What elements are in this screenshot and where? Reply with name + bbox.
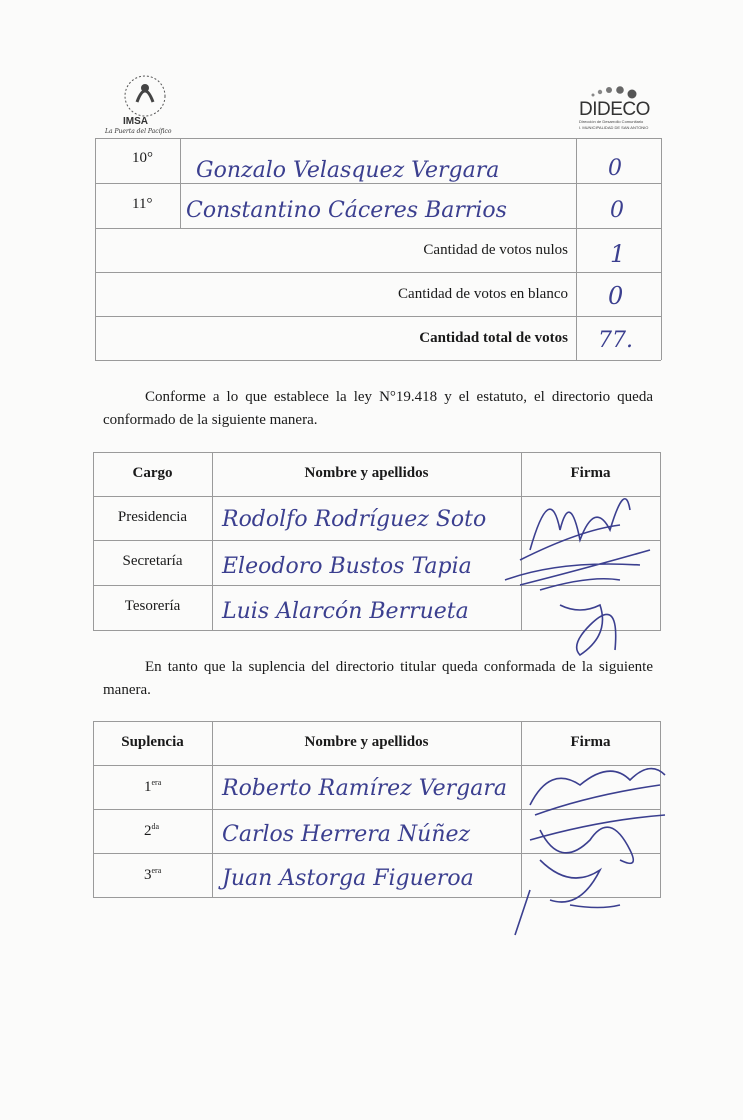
header-firma: Firma	[570, 465, 611, 481]
ordinal-suffix: da	[151, 822, 160, 831]
null-votes-value: 1	[610, 240, 626, 268]
candidate-votes: 0	[608, 156, 622, 181]
name-tesoreria: Luis Alarcón Berrueta	[222, 599, 469, 624]
ordinal-number: 1	[144, 779, 152, 795]
total-votes-value: 77.	[598, 328, 633, 353]
null-votes-label: Cantidad de votos nulos	[423, 242, 568, 258]
dideco-line1: Dirección de Desarrollo Comunitario	[579, 119, 644, 124]
imsa-tagline: La Puerta del Pacífico	[105, 128, 172, 135]
cargo-presidencia: Presidencia	[117, 509, 188, 525]
position: 11°	[132, 196, 153, 212]
ordinal-number: 2	[144, 823, 152, 839]
candidate-name: Gonzalo Velasquez Vergara	[196, 158, 500, 183]
header-cargo: Cargo	[132, 465, 173, 481]
ordinal-suffix: era	[151, 866, 162, 875]
name-secretaria: Eleodoro Bustos Tapia	[222, 554, 472, 579]
ordinal-suffix: era	[151, 778, 162, 787]
blank-votes-value: 0	[608, 282, 624, 310]
signature-suplente-3	[510, 850, 630, 940]
suplencia-number	[144, 778, 161, 796]
name-presidencia: Rodolfo Rodríguez Soto	[222, 507, 487, 532]
candidate-name: Constantino Cáceres Barrios	[186, 198, 507, 223]
paragraph-suplencia: En tanto que la suplencia del directorio titular queda conformada de la siguiente manera.	[103, 659, 653, 698]
position: 10°	[132, 150, 153, 166]
suplencia-number	[144, 866, 161, 884]
header-nombre: Nombre y apellidos	[304, 465, 429, 481]
candidate-votes: 0	[610, 198, 624, 223]
suplencia-number	[144, 822, 159, 840]
dideco-line2: I. MUNICIPALIDAD DE SAN ANTONIO	[579, 125, 649, 130]
paragraph-directorio: Conforme a lo que establece la ley N°19.418 y el estatuto, el directorio queda conformado de la siguiente manera.	[103, 389, 653, 428]
name-suplente-3: Juan Astorga Figueroa	[222, 866, 474, 891]
dideco-acronym: DIDECO	[579, 99, 650, 120]
name-suplente-2: Carlos Herrera Núñez	[222, 822, 471, 847]
blank-votes-label: Cantidad de votos en blanco	[398, 286, 568, 302]
rule	[93, 721, 661, 722]
imsa-acronym: IMSA	[123, 116, 148, 127]
header-suplencia: Suplencia	[121, 734, 184, 750]
ordinal-number: 3	[144, 867, 152, 883]
cargo-tesoreria: Tesorería	[124, 598, 181, 614]
header-firma: Firma	[570, 734, 611, 750]
name-suplente-1: Roberto Ramírez Vergara	[222, 776, 507, 801]
header-nombre: Nombre y apellidos	[304, 734, 429, 750]
total-votes-label: Cantidad total de votos	[419, 330, 568, 346]
cargo-secretaria: Secretaría	[122, 553, 183, 569]
